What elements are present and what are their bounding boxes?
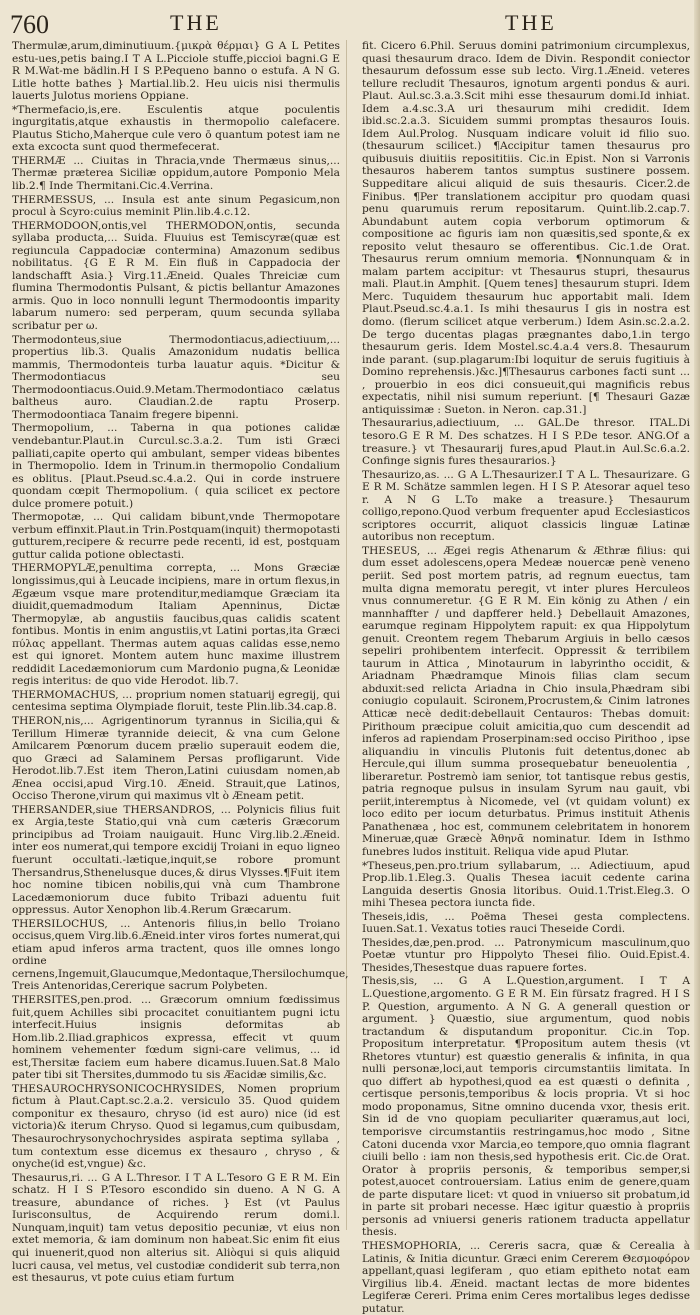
dictionary-entry: *Theseus,pen.pro.trium syllabarum, ... Adiectiuum, apud Prop.lib.1.Eleg.3. Qualis Thesea iacuit cedente carina Languida desertis Gnosia litoribus. Ouid.1.Trist.Eleg.3. O mihi Thesea pectora iuncta fide. — [362, 859, 690, 910]
dictionary-entry: Thesaurus,ri. ... G A L.Thresor. I T A L.Tesoro G E R M. Ein schatz. H I S P.Tesoro escondido sin dueno. A N G. A treasure, abundance of riches. } Est (vt Paulus Iurisconsultus, de Acquirendo rerum domi.l. Nunquam,inquit) tam vetus depositio pecuniæ, vt eius non extet memoria, & iam dominum non habeat.Sic enim fit eius qui inuenerit,quod non alterius sit. Aliòqui si quis aliquid lucri causa, vel metus, vel custodiæ condiderit sub terra,non est thesaurus, vt pote cuius etiam furtum — [12, 1171, 340, 1285]
dictionary-entry: Theseis,idis, ... Poëma Thesei gesta complectens. Iuuen.Sat.1. Vexatus toties rauci Theseide Cordi. — [362, 910, 690, 936]
dictionary-entry: THESEUS, ... Ægei regis Athenarum & Æthræ filius: qui dum esset adolescens,opera Medeæ nouercæ penè veneno periit. Sed post mortem patris, ad regnum euectus, tam multa digna memoratu peregit, vt inter plures Herculeos vnus connumeretur. {G E R M. Ein könig zu Athen / ein mannhaffter / und dapfferer held.} Debellauit Amazones, earumque reginam Hippolytem rapuit: ex qua Hippolytum genuit. Creontem regem Thebarum Argiuis in bello cæsos sepeliri prohibentem interfecit. Oppressit & terribilem taurum in Attica , Minotaurum in labyrintho occidit, & Ariadnam Phædramque Minois filias clam secum abduxit:sed relicta Ariadna in Chio insula,Phædram sibi coniugio copulauit. Scironem,Procrustem,& Cinim latrones Atticæ necè dedit:debellauit Centauros: Thebas domuit: Pirithoum præcipue coluit amicitia,quo cum descendit ad inferos ad rapiendam Proserpinam:sed occiso Pirithoo , ipse aliquandiu in vinculis Plutonis fuit detentus,donec ab Hercule,qui illum summa prosequebatur beneuolentia , liberaretur. Postremò iam senior, tot tantisque rebus gestis, patria regnoque pulsus in insulam Syrum nau gauit, vbi periit,interemptus à Nicomede, vel (vt quidam volunt) ex loco edito per iocum deturbatus. Primus instituit Athenis Panathenæa , hoc est, communem celebritatem in honorem Mineruæ,quæ Græcè Ἀθηνᾶ nominatur. Idem in Isthmo funebres ludos instituit. Reliqua vide apud Plutar. — [362, 544, 690, 858]
page-header — [0, 6, 700, 40]
dictionary-entry: THESMOPHORIA, ... Cereris sacra, quæ & Cerealia à Latinis, & Initia dicuntur. Græci enim Cererem Θεσμοφόρον appellant,quasi legiferam , quo etiam epitheto notat eam Virgilius lib.4. Æneid. mactant lectas de more bidentes Legiferæ Cereri. Prima enim Ceres mortalibus leges dedisse putatur. — [362, 1239, 690, 1315]
dictionary-entry: THESAUROCHRYSONICOCHRYSIDES, Nomen proprium fictum à Plaut.Capt.sc.2.a.2. versiculo 35. Quod quidem componitur ex thesauro, chryso (id est auro) nice (id est victoria)& iterum Chryso. Quod si legamus,cum quibusdam, Thesaurochrysonychochrysides aspirata septima syllaba , tum contextum esse dicemus ex thesauro , chryso , & onyche(id est,vngue) &c. — [12, 1082, 340, 1171]
dictionary-entry: THERON,nis,... Agrigentinorum tyrannus in Sicilia,qui & Terillum Himeræ tyrannide deiecit, & vna cum Gelone Amilcarem Pœnorum ducem prælio superauit eodem die, quo Græci ad Salaminem Persas profligarunt. Vide Herodot.lib.7.Est item Theron,Latini cuiusdam nomen,ab Ænea occisi,apud Virg.10. Æneid. Strauit,que Latinos, Occiso Therone,virum qui maximus vlt ò Æneam petit. — [12, 714, 340, 803]
text-columns — [12, 40, 692, 1315]
running-head-right: THE — [505, 10, 557, 35]
dictionary-entry: THERMOPYLÆ,penultima correpta, ... Mons Græciæ longissimus,qui à Leucade incipiens, mare in ortum flexus,in Ægæum vsque mare protenditur,mediamque Græciam ita diuidit,quemadmodum Italiam Apenninus, Dictæ Thermopylæ, ab angustiis faucibus,quas calidis scatent fontibus. Montis in enim angustiis,vt Latini portas,ita Græci πύλας appellant. Thermas autem aquas calidas esse,nemo est qui ignoret. Montem autem hunc maxime illustrem reddidit Lacedæmoniorum cum Mardonio pugna,& Leonidæ regis interitus: de quo vide Herodot. lib.7. — [12, 562, 340, 688]
dictionary-entry: Thesis,sis, ... G A L.Question,argument. I T A L.Questione,argomento. G E R M. Ein fürsatz fragred. H I S P. Question, argumento. A N G. A generall question or argument. } Quæstio, siue argumentum, quod nobis tractandum & disputandum proponitur. Cic.in Top. Propositum interpretatur. ¶Propositum autem thesis (vt Rhetores vtuntur) est quæstio generalis & infinita, in qua nulli personæ,loci,aut temporis circumstantiis limitata. In quo differt ab hypothesi,quod ea est quæsti o definita , certisque personis,temporibus & locis propria. Vt si hoc modo proponamus, Sitne omnino ducenda vxor, thesis erit. Sin id de vno quopiam peculiariter quæramus,aut loci, temporisve circumstantiis restringamus,hoc modo , Sitne Catoni ducenda vxor Marcia,eo tempore,quo omnia flagrant ciuili bello : iam non thesis,sed hypothesis erit. Cic.de Orat. Orator à propriis personis, & temporibus semper,si potest,auocet controuersiam. Latius enim de genere,quam de parte disputare licet: vt quod in vniuerso sit probatum,id in parte sit probari necesse. Hæc igitur quæstio à propriis personis ad vniuersi generis rationem traducta appellatur thesis. — [362, 975, 690, 1239]
dictionary-entry: Thermulæ,arum,diminutiuum.{μικρὰ θέρμαι} G A L Petites estu-ues,petis baing.I T A L.Picciole stuffe,piccioi bagni.G E R M.Wat-me bädlin.H I S P.Pequeno banno o estufa. A N G. Litle hotte bathes } Martial.lib.2. Heu uicis nisi thermulis lauerts Julotus moriens Oppiane. — [12, 40, 340, 103]
dictionary-entry: *Thermefacio,is,ere. Esculentis atque poculentis ingurgitatis,atque exhaustis in thermopolio calefacere. Plautus Sticho,Maherque cule vero ō quantum potest iam ne exta excocta sunt quod thermefecerat. — [12, 103, 340, 154]
dictionary-entry: fit. Cicero 6.Phil. Seruus domini patrimonium circumplexus, quasi thesaurum draco. Idem de Divin. Respondit coniector thesaurum defossum esse sub lecto. Virg.1.Æneid. veteres tellure recludit Thesauros, ignotum argenti pondus & auri. Plaut. Aul.sc.3.a.3.Scit mihi esse thesaurum domi.Id inhiat. Idem a.4.sc.3.A uri thesaurum mihi credidit. Idem ibid.sc.2.a.3. Sicuidem summi promptas thesauros Iouis. Idem Aul.Prolog. Nusquam indicare voluit id filio suo. (thesaurum scilicet.) ¶Accipitur tamen thesaurus pro quibusuis diuitiis reposititiis. Cic.in Epist. Non si Varronis thesauros haberem tantos sumptus sustinere possem. Suppeditare alicui aliquid de suis thesauris. Cicer.2.de Finibus. ¶Per translationem accipitur pro quodam quasi penu quarumuis rerum repositarum. Quint.lib.2.cap.7. Abundabunt autem copia verborum optimorum & compositione ac figuris iam non quæsitis,sed sponte,& ex reposito velut thesauro se offerentibus. Cic.1.de Orat. Thesaurus rerum omnium memoria. ¶Nonnunquam & in malam partem accipitur: vt Thesaurus stupri, thesaurus mali. Plaut.in Amphit. [Quem tenes] thesaurum stupri. Idem Merc. Tuquidem thesaurum huc apportabit mali. Idem Plaut.Pseud.sc.4.a.1. Is mihi thesaurus I gis in nostra est domo. (flerum scilicet atque verberum.) Idem Asin.sc.2.a.2. De tergo ducentas plagas prægnantes dabo,1.in tergo thesaurum geris. Idem Mostel.sc.4.a.4 vers.8. Thesaurum inde parant. (sup.plagarum:Ibi loquitur de seruis fugitiuis à Domino reprehensis.)&c.]¶Thesaurus carbones facti sunt ... , prouerbio in eos dici consueuit,qui magnificis rebus expectatis, nihil nisi sumum reperiunt. [¶ Thesauri Gazæ antiquissimæ : Sueton. in Neron. cap.31.] — [362, 40, 690, 416]
running-head-left: THE — [170, 10, 222, 35]
page-number: 760 — [10, 10, 49, 39]
dictionary-entry: THERMESSUS, ... Insula est ante sinum Pegasicum,non procul à Scyro:cuius meminit Plin.lib.4.c.12. — [12, 193, 340, 219]
dictionary-entry: Thermopotæ, ... Qui calidam bibunt,vnde Thermopotare verbum effinxit.Plaut.in Trin.Postquam(inquit) thermopotasti gutturem,recipere & recurre pede recenti, id est, postquam guttur calida potione oblectasti. — [12, 511, 340, 561]
dictionary-entry: Thesaurizo,as. ... G A L.Thesaurizer.I T A L. Thesaurizare. G E R M. Schätze sammlen legen. H I S P. Atesorar aquel teso r. A N G L.To make a treasure.} Thesaurum colligo,repono.Quod verbum frequenter apud Ecclesiasticos scriptores occurrit, aliquot classicis linguæ Latinæ autoribus non receptum. — [362, 468, 690, 544]
right-column — [362, 40, 690, 1315]
dictionary-entry: THERSANDER,siue THERSANDROS, ... Polynicis filius fuit ex Argia,teste Statio,qui vnà cum cæteris Græcorum principibus ad Troiam nauigauit. Hunc Virg.lib.2.Æneid. inter eos numerat,qui tempore excidij Troiani in equo ligneo fuerunt occultati.-lætique,inquit,se robore promunt Thersandrus,Sthenelusque duces,& dirus Vlysses.¶Fuit item hoc nomine tibicen nobilis,qui vnà cum Thambrone Lacedæmoniorum duce fubito Tribazi aduentu fuit oppressus. Autor Xenophon lib.4.Rerum Græcarum. — [12, 803, 340, 917]
dictionary-entry: THERMOMACHUS, ... proprium nomen statuarij egregij, qui centesima septima Olympiade floruit, teste Plin.lib.34.cap.8. — [12, 688, 340, 714]
dictionary-entry: THERSITES,pen.prod. ... Græcorum omnium fœdissimus fuit,quem Achilles sibi procacitet conuitiantem pugni ictu interfecit.Huius insignis deformitas ab Hom.lib.2.Iliad.graphicos expressa, effecit vt quum hominem vehementer fœdum signi-care velimus, ... id est,Thersitæ faciem eum habere dicamus.Iuuen.Sat.8 Malo pater tibi sit Thersites,dummodo tu sis Æacidæ similis,&c. — [12, 994, 340, 1082]
dictionary-entry: Thermopolium, ... Taberna in qua potiones calidæ vendebantur.Plaut.in Curcul.sc.3.a.2. Tum isti Græci palliati,capite operto qui ambulant, semper videas bibentes in Thermopolio. Idem in Trinum.in thermopolio Condalium es oblitus. [Plaut.Pseud.sc.4.a.2. Qui in corde instruere quondam cœpit Thermopolium. ( quia scilicet ex pectore dulce promere potuit.) — [12, 422, 340, 510]
dictionary-entry: Thermodonteus,siue Thermodontiacus,adiectiuum,... propertius lib.3. Qualis Amazonidum nudatis bellica mammis, Thermodonteis turba lauatur aquis. *Dicitur & Thermodontiacus seu Thermodoontiacus.Ouid.9.Metam.Thermodontiaco cælatus baltheus auro. Claudian.2.de raptu Proserp. Thermodoontiaca Tanaim fregere bipenni. — [12, 333, 340, 421]
dictionary-entry: Thesides,dæ,pen.prod. ... Patronymicum masculinum,quo Poetæ vtuntur pro Hippolyto Thesei filio. Ouid.Epist.4. Thesides,Thesestque duas rapuere fortes. — [362, 936, 690, 974]
page-edge-shadow — [694, 0, 700, 1250]
dictionary-entry: THERMÆ ... Ciuitas in Thracia,vnde Thermæus sinus,... Thermæ præterea Siciliæ oppidum,autore Pomponio Mela lib.2.¶ Inde Thermitani.Cic.4.Verrina. — [12, 154, 340, 193]
dictionary-entry: Thesaurarius,adiectiuum, ... GAL.De thresor. ITAL.Di tesoro.G E R M. Des schatzes. H I S P.De tesor. ANG.Of a treasure.} vt Thesaurarij fures,apud Plaut.in Aul.Sc.6.a.2. Confinge signis fures thesaurarios.} — [362, 417, 690, 468]
left-column — [12, 40, 349, 1285]
dictionary-entry: THERMODOON,ontis,vel THERMODON,ontis, secunda syllaba producta,... Suida. Fluuius est Temiscyræ(quæ est regiuncula Cappadociæ contermina) Amazonum sedibus nobilitatus. {G E R M. Ein fluß in Cappadocia der landschafft Asia.} Virg.11.Æneid. Quales Threiciæ cum flumina Thermodontis Pulsant, & pictis bellantur Amazones armis. Quo in loco nonnulli legunt Thermodoontis imparity labarum numero: sed perperam, quum secunda syllaba scribatur per ω. — [12, 219, 340, 333]
dictionary-entry: THERSILOCHUS, ... Antenoris filius,in bello Troiano occisus,quem Virg.lib.6.Æneid.inter viros fortes numerat,qui etiam apud inferos arma tractent, quos ille omnes longo ordine cernens,Ingemuit,Glaucumque,Medontaque,Thersilochumque, Treis Antenoridas,Cererique sacrum Polybeten. — [12, 917, 349, 993]
